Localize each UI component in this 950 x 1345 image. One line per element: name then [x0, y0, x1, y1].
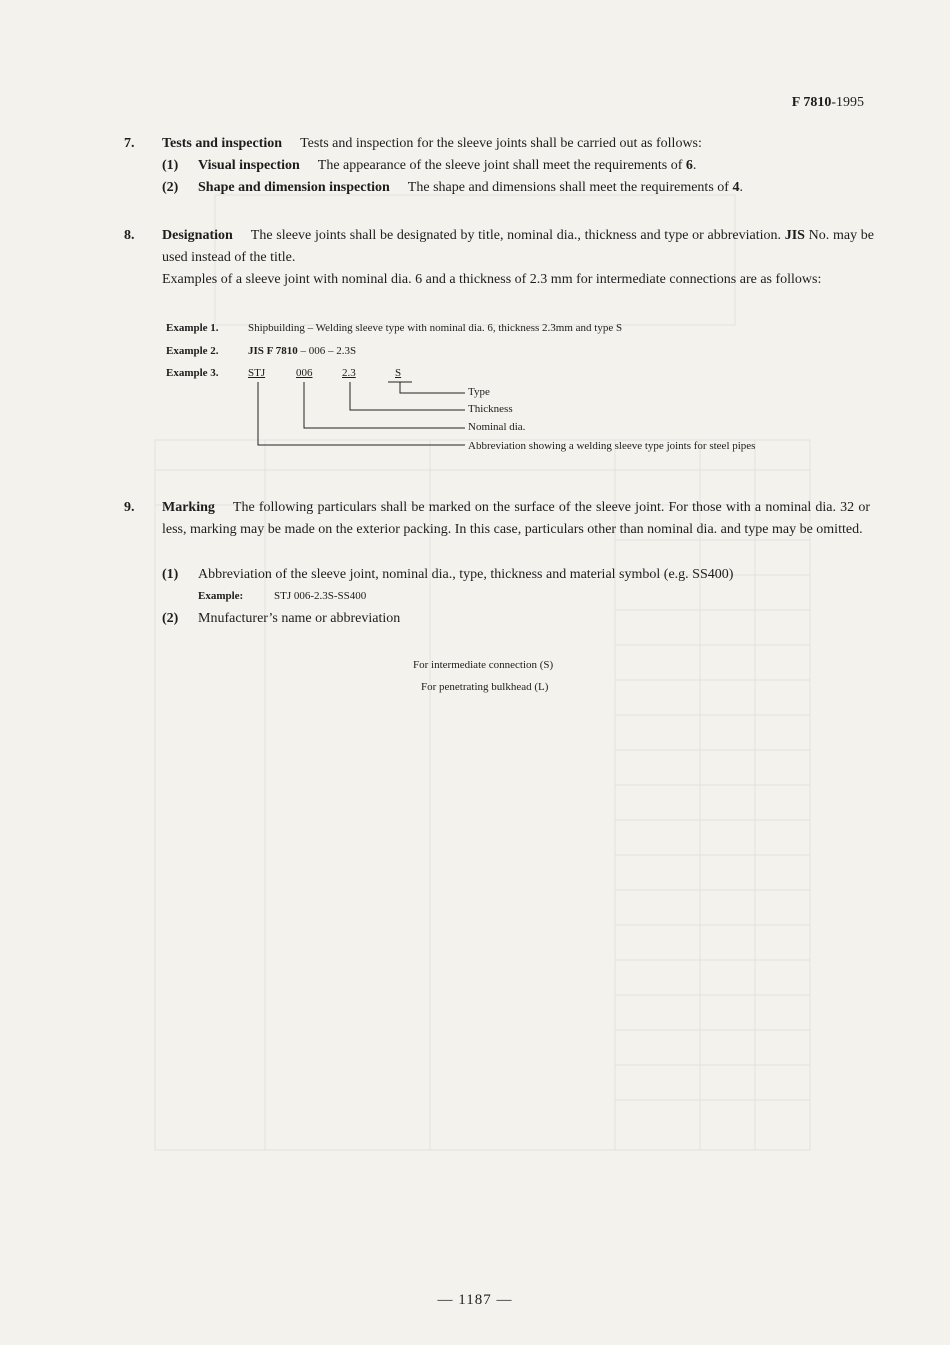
section-9-item-2 [162, 608, 874, 630]
example-label: Example 1. [166, 322, 219, 334]
standard-code-number: F 7810 [791, 95, 832, 110]
section-9-item-2-wrap [124, 608, 874, 630]
standard-code-year: -1995 [831, 95, 864, 110]
item-index: (1) [162, 158, 179, 173]
note-penetrating-bulkhead: For penetrating bulkhead (L) [421, 681, 549, 693]
section-8-text-1: The sleeve joints shall be designated by title, nominal dia., thickness and type or abbreviation. [250, 228, 785, 243]
designation-part-abbrev: STJ [248, 367, 266, 379]
page-number: — 1187 — [437, 1292, 513, 1308]
designation-part-dia: 006 [296, 367, 313, 379]
section-7-number: 7. [124, 136, 135, 151]
designation-part-type: S [395, 367, 402, 379]
section-7-title: Tests and inspection [162, 136, 283, 151]
label-abbreviation: Abbreviation showing a welding sleeve type joints for steel pipes [468, 440, 756, 452]
section-9-text: The following particulars shall be marked on the surface of the sleeve joint. For those with a nominal dia. 32 or less, marking may be made on the exterior packing. In this case, particulars other than nominal dia. and type may be omitted. [162, 500, 870, 537]
section-8-jis: JIS [784, 228, 805, 243]
item-index: (2) [162, 611, 179, 626]
section-7-text: Tests and inspection for the sleeve joints shall be carried out as follows: [300, 136, 702, 151]
marking-example [198, 590, 366, 602]
section-8-text-3: Examples of a sleeve joint with nominal dia. 6 and a thickness of 2.3 mm for intermediate connections are as follows: [162, 272, 822, 287]
section-9-item-1 [162, 564, 874, 586]
item-text: The shape and dimensions shall meet the requirements of [407, 180, 733, 195]
item-end: . [692, 158, 697, 173]
item-text: The appearance of the sleeve joint shall meet the requirements of [317, 158, 686, 173]
designation-part-thickness: 2.3 [342, 367, 356, 379]
note-intermediate-connection: For intermediate connection (S) [413, 659, 554, 671]
label-nominal-dia: Nominal dia. [468, 421, 526, 433]
label-thickness: Thickness [468, 403, 513, 415]
section-8-title: Designation [162, 228, 233, 243]
example-text: – 006 – 2.3S [297, 345, 357, 357]
example-text: Shipbuilding – Welding sleeve type with nominal dia. 6, thickness 2.3mm and type S [248, 322, 623, 334]
label-type: Type [468, 386, 490, 398]
section-9 [124, 497, 870, 541]
item-ref: 4 [732, 180, 740, 195]
item-title: Shape and dimension inspection [198, 180, 390, 195]
item-index: (2) [162, 180, 179, 195]
item-ref: 6 [685, 158, 693, 173]
section-8-text-2: No. may be used instead of the title. [162, 228, 875, 265]
example-label: Example 3. [166, 367, 219, 379]
example-label: Example: [198, 590, 244, 602]
example-label: Example 2. [166, 345, 219, 357]
section-9-items [124, 564, 874, 586]
item-text: Abbreviation of the sleeve joint, nominal dia., type, thickness and material symbol (e.g. SS400) [198, 567, 734, 582]
item-title: Visual inspection [198, 158, 300, 173]
item-index: (1) [162, 567, 179, 582]
section-8-number: 8. [124, 228, 135, 243]
item-end: . [739, 180, 743, 195]
section-9-title: Marking [162, 500, 215, 515]
section-9-number: 9. [124, 500, 135, 515]
example-jis-code: JIS F 7810 [248, 345, 298, 357]
item-text: Mnufacturer’s name or abbreviation [198, 611, 401, 626]
example-text: STJ 006-2.3S-SS400 [274, 590, 367, 602]
